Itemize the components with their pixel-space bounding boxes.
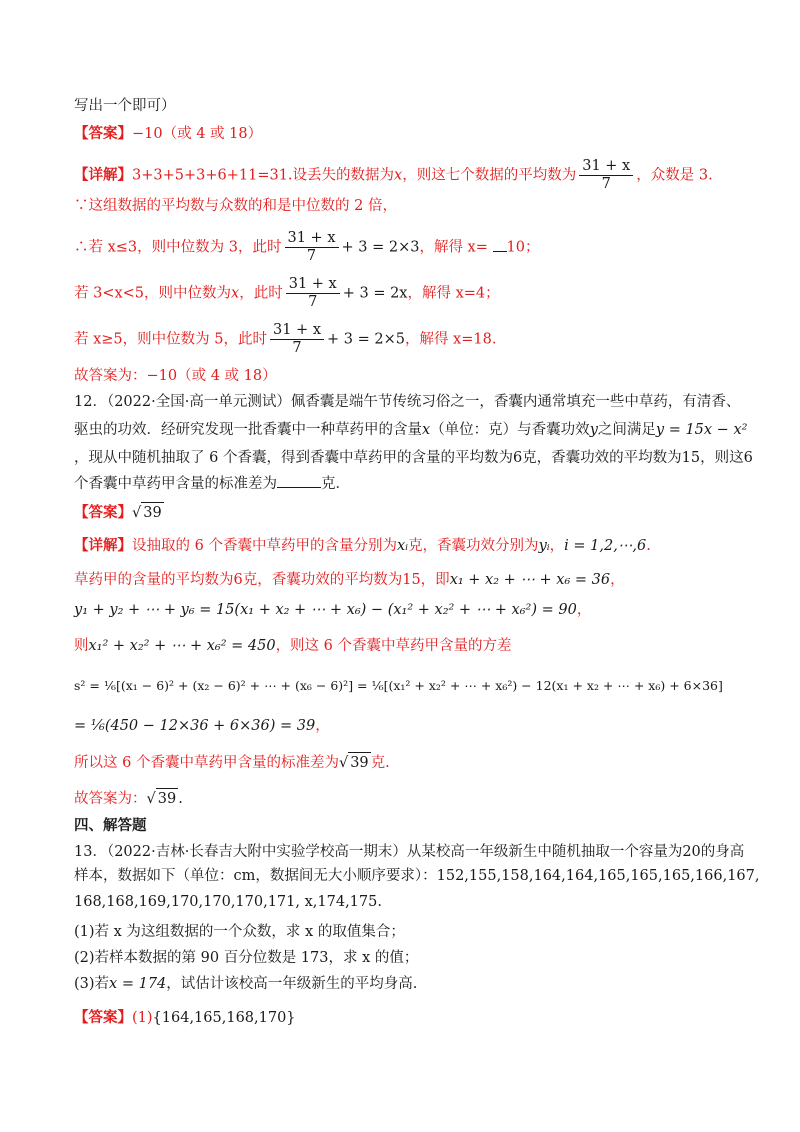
detail-12-line1: 【详解】设抽取的 6 个香囊中草药甲的含量分别为xᵢ克，香囊功效分别为yᵢ，i = 1,2,⋯,6.: [74, 537, 651, 554]
detail-11-line6: 故答案为：−10（或 4 或 18）: [74, 368, 277, 384]
answer-blank: [277, 487, 321, 488]
question-13-part3: (3)若x = 174，试估计该校高一年级新生的平均身高.: [74, 976, 418, 992]
section-heading: 四、解答题: [74, 817, 147, 834]
question-12-line2: 驱虫的功效．经研究发现一批香囊中一种草药甲的含量x（单位：克）与香囊功效y之间满足y = 15x − x²: [74, 422, 748, 438]
detail-tag: 【详解】: [74, 166, 132, 184]
answer-13: 【答案】(1){164,165,168,170}: [74, 1009, 296, 1026]
question-13-part2: (2)若样本数据的第 90 百分位数是 173，求 x 的值；: [74, 950, 419, 966]
detail-12-line8: 故答案为：√ 39 .: [74, 788, 183, 809]
question-12-line4: 个香囊中草药甲含量的标准差为 克．: [74, 476, 350, 492]
question-13-line3: 168,168,169,170,170,170,171, x,174,175.: [74, 894, 382, 910]
detail-11-line3: ∴若 x≤3，则中位数为 3，此时 $\frac{31 + x}{7}$ + 3 = 2×3，解得 x= 10；: [74, 230, 540, 264]
fraction: $\frac{31 + x}{7}$: [270, 322, 324, 357]
detail-12-line7: 所以这 6 个香囊中草药甲含量的标准差为√ 39 克.: [74, 752, 390, 773]
fraction: $\frac{31 + x}{7}$: [579, 158, 633, 193]
blank: [493, 251, 507, 252]
fraction: $\frac{31 + x}{7}$: [285, 230, 339, 265]
text-line: 写出一个即可）: [74, 98, 176, 114]
detail-12-line4: 则x₁² + x₂² + ⋯ + x₆² = 450，则这 6 个香囊中草药甲含量的方差: [74, 638, 512, 654]
detail-12-line6: = ⅙(450 − 12×36 + 6×36) = 39，: [74, 718, 330, 734]
detail-11-line4: 若 3<x<5，则中位数为x，此时 $\frac{31 + x}{7}$ + 3 = 2x，解得 x=4；: [74, 276, 500, 310]
detail-11-line1: 【详解】3+3+5+3+6+11=31.设丢失的数据为x，则这七个数据的平均数为 $\frac{31 + x}{7}$ ，众数是 3.: [74, 158, 713, 192]
question-13-line1: 13．（2022·吉林·长春吉大附中实验学校高一期末）从某校高一年级新生中随机抽取一个容量为20的身高: [74, 844, 745, 860]
detail-11-line2: ∵这组数据的平均数与众数的和是中位数的 2 倍，: [74, 198, 397, 214]
sqrt-symbol: √ 39: [147, 788, 179, 809]
question-12-line1: 12．（2022·全国·高一单元测试）佩香囊是端午节传统习俗之一，香囊内通常填充一些中草药，有清香、: [74, 394, 741, 410]
answer-12: [74, 502, 164, 523]
question-12-line3: ，现从中随机抽取了 6 个香囊，得到香囊中草药甲的含量的平均数为6克，香囊功效的平均数为15，则这6: [74, 450, 753, 466]
answer-11: [74, 124, 262, 144]
question-13-line2: 样本，数据如下（单位：cm，数据间无大小顺序要求）：152,155,158,164,164,165,165,165,166,167,: [74, 868, 760, 884]
question-13-part1: (1)若 x 为这组数据的一个众数，求 x 的取值集合；: [74, 924, 405, 940]
detail-12-line3: y₁ + y₂ + ⋯ + y₆ = 15(x₁ + x₂ + ⋯ + x₆) − (x₁² + x₂² + ⋯ + x₆²) = 90，: [74, 602, 592, 618]
sqrt-symbol: √ 39: [339, 752, 371, 773]
sqrt-symbol: √ 39: [132, 502, 164, 523]
answer-value: −10（或 4 或 18）: [132, 126, 263, 142]
detail-12-line5: s² = ⅙[(x₁ − 6)² + (x₂ − 6)² + ⋯ + (x₆ − 6)²] = ⅙[(x₁² + x₂² + ⋯ + x₆²) − 12(x₁ + x₂ + ⋯ + x₆) + 6×36]: [74, 678, 723, 693]
answer-tag: 【答案】: [74, 1009, 132, 1026]
detail-12-line2: 草药甲的含量的平均数为6克，香囊功效的平均数为15，即x₁ + x₂ + ⋯ + x₆ = 36，: [74, 572, 625, 588]
fraction: $\frac{31 + x}{7}$: [286, 276, 340, 311]
detail-tag: 【详解】: [74, 537, 132, 554]
detail-11-line5: 若 x≥5，则中位数为 5，此时 $\frac{31 + x}{7}$ + 3 = 2×5，解得 x=18.: [74, 322, 497, 356]
answer-tag: 【答案】: [74, 125, 132, 142]
answer-tag: 【答案】: [74, 504, 132, 521]
